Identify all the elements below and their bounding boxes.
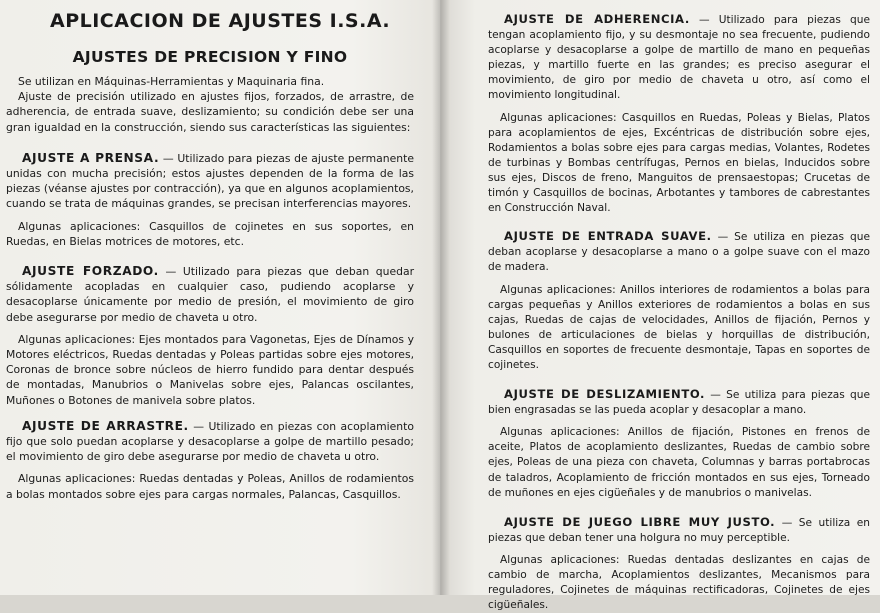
- ajuste-entrada-suave-apps: Algunas aplicaciones: Anillos interiores de rodamientos a bolas para cargas pequeñas y Anillos exteriores de rodamientos a bolas en sus cajas, Ruedas de cajas de velocidades, Anillos de fijación, Pernos y bulones de articulaciones de bielas y horquillas de distribución, Casquillos en soportes de frecuente desmontaje, Tapas en soportes de cojinetes.: [488, 283, 870, 371]
- ajuste-juego-libre-heading: AJUSTE DE JUEGO LIBRE MUY JUSTO.: [504, 514, 776, 529]
- ajuste-entrada-suave-heading: AJUSTE DE ENTRADA SUAVE.: [504, 229, 712, 244]
- ajuste-arrastre-section: [6, 419, 414, 502]
- right-page: [440, 0, 880, 612]
- ajuste-juego-libre-paragraph: [488, 515, 870, 546]
- ajuste-prensa-heading: AJUSTE A PRENSA.: [22, 150, 160, 165]
- ajuste-arrastre-paragraph: [6, 419, 414, 465]
- ajuste-deslizamiento-paragraph: [488, 387, 870, 418]
- ajuste-juego-libre-text: — Se utiliza en piezas que deban tener una holgura no muy perceptible.: [488, 516, 871, 544]
- ajuste-forzado-paragraph: [6, 264, 414, 325]
- ajuste-adherencia-section: [488, 12, 870, 216]
- ajuste-adherencia-paragraph: [488, 12, 870, 104]
- ajuste-adherencia-text: — Utilizado para piezas que tengan acoplamiento fijo, y su desmontaje no sea frecuente, pudiendo acoplarse y desacoplarse a golpe de martillo de mano en pequeñas piezas, y martillo fuerte en las grandes; es preciso asegurar el movimiento, de giro por medio de chaveta u otro, así como el movimiento longitudinal.: [488, 14, 870, 102]
- ajuste-prensa-paragraph: [6, 151, 414, 212]
- ajuste-juego-libre-apps: Algunas aplicaciones: Ruedas dentadas deslizantes en cajas de cambio de marcha, Acoplamientos deslizantes, Mecanismos para reguladores, Cojinetes de máquinas rectificadoras, Cojinetes de ejes cigüeñales.: [488, 553, 870, 612]
- ajuste-deslizamiento-apps: Algunas aplicaciones: Anillos de fijación, Pistones en frenos de aceite, Platos de acoplamiento deslizantes, Ruedas de cambio sobre ejes, Poleas de una pieza con chaveta, Columnas y barras portabrocas de taladros, Acoplamiento de fricción montados en sus ejes, Torneado de muñones en ejes cigüeñales y de manubrios o manivelas.: [488, 426, 870, 499]
- ajuste-forzado-apps: Algunas aplicaciones: Ejes montados para Vagonetas, Ejes de Dínamos y Motores eléctricos, Ruedas dentadas y Poleas partidas sobre ejes motores, Coronas de bronce sobre núcleos de hierro fundido para dentar después de montadas, Manubrios o Manivelas sobre ejes, Palancas oscilantes, Muñones o Botones de manivela sobre platos.: [6, 332, 414, 407]
- ajuste-deslizamiento-section: [488, 387, 870, 501]
- ajuste-arrastre-heading: AJUSTE DE ARRASTRE.: [22, 418, 189, 433]
- ajuste-adherencia-heading: AJUSTE DE ADHERENCIA.: [504, 12, 690, 26]
- ajuste-deslizamiento-heading: AJUSTE DE DESLIZAMIENTO.: [504, 387, 706, 402]
- left-page: [0, 0, 440, 595]
- ajuste-entrada-suave-section: [488, 229, 870, 373]
- ajuste-entrada-suave-paragraph: [488, 229, 870, 275]
- ajuste-deslizamiento-text: — Se utiliza para piezas que bien engrasadas se las pueda acoplar y desacoplar a mano.: [488, 389, 870, 417]
- intro-description: Ajuste de precisión utilizado en ajustes fijos, forzados, de arrastre, de adherencia, de entrada suave, deslizamiento; su condición debe ser una gran igualdad en la construcción, siendo sus características las siguientes:: [6, 90, 414, 134]
- intro-paragraph: Se utilizan en Máquinas-Herramientas y Maquinaria fina.: [18, 75, 325, 88]
- ajuste-prensa-text: — Utilizado para piezas de ajuste permanente unidas con mucha precisión; estos ajustes dependen de la forma de las piezas (véanse ajustes por contracción), ya que en algunos acoplamientos, cuando se trata de máquinas grandes, se precisan interferencias mayores.: [6, 151, 414, 211]
- ajuste-forzado-text: — Utilizado para piezas que deban quedar sólidamente acopladas en cualquier caso, pudiendo acoplarse y desacoplarse únicamente por medio de presión, el movimiento de giro debe asegurarse por medio de chaveta u otro.: [6, 265, 415, 324]
- ajuste-forzado-section: [6, 264, 414, 408]
- ajuste-entrada-suave-text: — Se utiliza en piezas que deban acoplarse y desacoplarse a mano o a golpe suave con el mazo de madera.: [488, 231, 870, 274]
- section-title: AJUSTES DE PRECISION Y FINO: [72, 48, 348, 66]
- page-title: APLICACION DE AJUSTES I.S.A.: [50, 10, 391, 32]
- ajuste-forzado-heading: AJUSTE FORZADO.: [22, 264, 159, 279]
- ajuste-arrastre-text: — Utilizado en piezas con acoplamiento fijo que solo puedan acoplarse y desacoplarse a golpe de martillo pesado; el movimiento de giro debe asegurarse por medio de chaveta u otro.: [6, 419, 414, 464]
- book-gutter: [432, 0, 450, 595]
- ajuste-adherencia-apps: Algunas aplicaciones: Casquillos en Ruedas, Poleas y Bielas, Platos para acoplamientos de ejes, Excéntricas de distribución sobre ejes, Rodamientos a bolas sobre ejes para cargas medias, Volantes, Rodetes de turbinas y Bombas centrífugas, Pernos en bielas, Inducidos sobre sus ejes, Discos de freno, Manguitos de prensaestopas; Crucetas de timón y Casquillos de bocinas, Arbotantes y tambores de cabrestantes en Construcción Naval.: [488, 111, 870, 215]
- ajuste-prensa-apps: Algunas aplicaciones: Casquillos de cojinetes en sus soportes, en Ruedas, en Bielas motrices de motores, etc.: [6, 219, 414, 248]
- ajuste-arrastre-apps: Algunas aplicaciones: Ruedas dentadas y Poleas, Anillos de rodamientos a bolas montados sobre ejes para cargas normales, Palancas, Casquillos.: [6, 472, 414, 501]
- ajuste-juego-libre-section: [488, 515, 870, 613]
- ajuste-prensa-section: [6, 151, 414, 249]
